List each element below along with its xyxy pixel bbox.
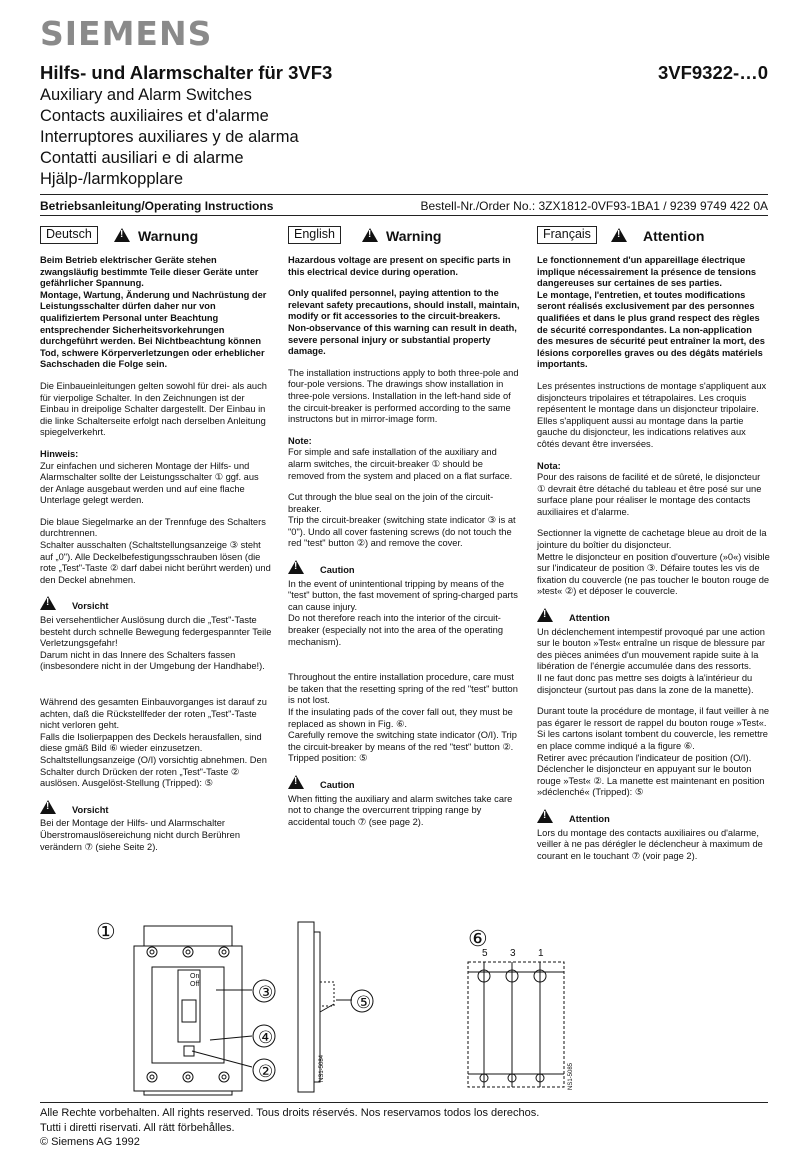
caution-heading-de-2: !Vorsicht — [40, 800, 273, 817]
footer-copyright: © Siemens AG 1992 — [40, 1136, 140, 1148]
paragraph-en-scope: The installation instructions apply to both three-pole and four-pole versions. The drawings show installation in three-pole versions. Installation in the left-hand side of the circuit-breaker is performed according to the same instructons but in mirror-image form. — [288, 367, 519, 425]
caution-text-de-3: Bei der Montage der Hilfs- und Alarmschalter Überstromauslösereichung nicht durch Berühren verändern ⑦ (siehe Seite 2). — [40, 818, 240, 852]
paragraph-en-spring: Throughout the entire installation procedure, care must be taken that the resetting spring of the red "test" button is not lost. — [288, 672, 518, 706]
paragraph-fr-cover: Mettre le disjoncteur en position d'ouverture (»0«) visible sur l'indicateur de position ③. Défaire toutes les vis de fixation du couvercle (ne pas toucher le bouton rouge de »test« ②) et déposer le couvercle. — [537, 551, 770, 597]
paragraph-de-hint: Zur einfachen und sicheren Montage der Hilfs- und Alarmschalter sollte der Leistungsschalter ① ggf. aus der Anlage ausgebaut werden und auf eine flache Unterlage gelegt werden. — [40, 460, 259, 506]
document-title: Hilfs- und Alarmschalter für 3VF3 — [40, 62, 333, 83]
siemens-logo: SIEMENS — [40, 14, 213, 53]
subheader-rule — [40, 215, 768, 216]
caution-heading-de: !Vorsicht — [40, 596, 273, 613]
paragraph-de-scope: Die Einbaueinleitungen gelten sowohl für drei- als auch für vierpolige Schalter. In den Zeichnungen ist der Einbau in dreipolige Schalter dargestellt. Der Einbau in die linke Schalterseite erfolgt nach derselben Anleitung spiegelverkehrt. — [40, 380, 267, 438]
off-label: Off — [190, 981, 200, 988]
paragraph-en-pads: If the insulating pads of the cover fall out, they must be replaced as shown in Fig. ⑥. — [288, 707, 513, 729]
paragraph-en-seal: Cut through the blue seal on the join of the circuit-breaker. — [288, 492, 494, 514]
warning-text-fr: Le fonctionnement d'un appareillage électrique implique nécessairement la présence de tensions dangereuses sur certaines de ses parties. — [537, 255, 757, 289]
ref-label-1: NS1-5084 — [319, 1054, 325, 1082]
caution-heading-en-2: !Caution — [288, 775, 521, 792]
paragraph-de-seal: Die blaue Siegelmarke an der Trennfuge des Schalters durchtrennen. — [40, 516, 266, 539]
pole-3-label: 3 — [510, 948, 516, 959]
pole-1-label: 1 — [538, 948, 544, 959]
fig3-label: ③ — [258, 983, 274, 1002]
warning-heading-en: ! Warning — [362, 228, 441, 243]
paragraph-fr-pads: Si les cartons isolant tombent du couvercle, les remettre en place comme indiqué a la figure ⑥. — [537, 729, 768, 751]
paragraph-fr-hint: Pour des raisons de facilité et de sûreté, le disjoncteur ① devrait être détaché du tableau et être posé sur une surface plane pour réaliser le montage des contacts auxiliaires et d'alarme. — [537, 472, 762, 517]
caution-icon — [40, 800, 56, 814]
fig6-label: ⑥ — [468, 926, 488, 951]
warning-icon — [362, 228, 378, 242]
caution-text-fr-3: Lors du montage des contacts auxiliaires ou d'alarme, veiller à ne pas dérégler le déclencheur à maximum de courant en le touchant ⑦ (voir page 2). — [537, 827, 763, 861]
paragraph-de-spring: Während des gesamten Einbauvorganges ist darauf zu achten, daß die Rückstellfeder der roten „Test"-Taste nicht verloren geht. — [40, 697, 267, 731]
paragraph-fr-spring: Durant toute la procédure de montage, il faut veiller à ne pas égarer le ressort de rappel du bouton rouge »Test«. — [537, 706, 770, 728]
subtitle-it: Contatti ausiliari e di alarme — [40, 149, 244, 167]
fig1-label: ① — [96, 919, 116, 944]
warning-icon — [114, 228, 130, 242]
warning-text-de-2: Montage, Wartung, Änderung und Nachrüstung der Leistungsschalter dürfen daher nur von qualifiziertem Personal unter Beachtung entsprechender Sicherheitsvorkehrungen durchgeführt werden. Bei Nichtbeachtung können Tod, schwere Körperverletzungen oder erheblicher Sachschaden die Folge sein. — [40, 289, 267, 370]
hint-title-fr: Nota: — [537, 460, 561, 471]
caution-heading-fr-2: !Attention — [537, 809, 770, 826]
caution-text-de: Bei versehentlicher Auslösung durch die „Test"-Taste besteht durch schnelle Bewegung federgespannter Teile Verletzungsgefahr! — [40, 615, 272, 649]
on-label: On — [190, 973, 200, 980]
caution-text-en-3: When fitting the auxiliary and alarm switches take care not to change the overcurrent tripping range by accidental touch ⑦ (see page 2). — [288, 793, 513, 827]
caution-icon — [288, 775, 304, 789]
subtitle-en: Auxiliary and Alarm Switches — [40, 86, 252, 104]
figure-strip — [40, 912, 768, 1097]
breaker-front-drawing — [96, 919, 275, 1095]
hint-title-de: Hinweis: — [40, 448, 79, 459]
column-english — [288, 226, 521, 838]
caution-text-fr: Un déclenchement intempestif provoqué par une action sur le bouton »Test« entraîne un risque de blessure par des pièces animées d'un mouvement rapide suite à la libération de l'énergie accumulée dans des ressorts. — [537, 626, 765, 672]
lang-label-de: Deutsch — [40, 226, 98, 244]
caution-text-en-2: Do not therefore reach into the interior of the circuit-breaker (especially not into the area of the operating mechanism). — [288, 613, 503, 647]
caution-heading-en: !Caution — [288, 560, 521, 577]
ref-label-2: NS1-5085 — [568, 1062, 574, 1090]
footer-rights: Alle Rechte vorbehalten. All rights reserved. Tous droits réservés. Nos reservamos todos los derechos. — [40, 1107, 540, 1119]
header-rule — [40, 194, 768, 195]
hint-title-en: Note: — [288, 435, 312, 446]
instructions-label: Betriebsanleitung/Operating Instructions — [40, 199, 274, 213]
fig5-label: ⑤ — [356, 993, 372, 1012]
column-german — [40, 226, 273, 863]
fig2-label: ② — [258, 1062, 274, 1081]
paragraph-en-cover: Trip the circuit-breaker (switching state indicator ③ is at "0"). Undo all cover fastening screws (do not touch the red "test" button ②) and remove the cover. — [288, 515, 516, 549]
paragraph-en-hint: For simple and safe installation of the auxiliary and alarm switches, the circuit-breaker ① should be removed from the system and placed on a flat surface. — [288, 447, 513, 481]
caution-icon — [537, 809, 553, 823]
paragraph-fr-trip: Retirer avec précaution l'indicateur de position (O/I). Déclencher le disjoncteur en appuyant sur le bouton rouge »Test« ②. La manette est maintenant en position »déclenché« (Tripped): ⑤ — [537, 752, 765, 798]
pole-5-label: 5 — [482, 948, 488, 959]
warning-text-fr-2: Le montage, l'entretien, et toutes modifications seront réalisés exclusivement par des personnes qualifiées et dans le plus grand respect des règles de sécurité correspondantes. La non-application des mesures de sécurité peut entraîner la mort, des lésions corporelles graves ou des dégâts matériels importants. — [537, 289, 765, 370]
caution-icon — [288, 560, 304, 574]
warning-icon — [611, 228, 627, 242]
subtitle-sv: Hjälp-/larmkopplare — [40, 170, 184, 188]
caution-text-fr-2: Il ne faut donc pas mettre ses doigts à la'intérieur du disjoncteur (surtout pas dans la zone de la manette). — [537, 673, 754, 695]
lang-label-fr: Français — [537, 226, 597, 244]
paragraph-fr-seal: Sectionner la vignette de cachetage bleue au droit de la jointure du boîtier du disjoncteur. — [537, 528, 767, 551]
warning-text-de: Beim Betrieb elektrischer Geräte stehen zwangsläufig bestimmte Teile dieser Geräte unter gefährlicher Spannung. — [40, 255, 259, 289]
order-number: Bestell-Nr./Order No.: 3ZX1812-0VF93-1BA1 / 9239 9749 422 0A — [420, 199, 768, 213]
warning-text-en: Hazardous voltage are present on specific parts in this electrical device during operation. — [288, 255, 511, 277]
caution-icon — [40, 596, 56, 610]
breaker-side-drawing — [298, 922, 373, 1092]
warning-heading-de: ! Warnung — [114, 228, 198, 243]
caution-text-en: In the event of unintentional tripping by means of the "test" button, the fast movement of spring-charged parts can cause injury. — [288, 578, 518, 612]
caution-heading-fr: !Attention — [537, 608, 770, 625]
caution-icon — [537, 608, 553, 622]
paragraph-fr-scope: Les présentes instructions de montage s'appliquent aux disjoncteurs tripolaires et tétrapolaires. Les croquis repésentent le montage dans un disjoncteur tripolaire. Elles s'appliquent aussi au montage dans la partie gauche du disjoncteur, les indications relatives aux côtés devant être inversées. — [537, 380, 767, 449]
paragraph-en-trip: Carefully remove the switching state indicator (O/I). Trip the circuit-breaker by means of the red "test" button ②. Tripped position: ⑤ — [288, 730, 517, 764]
paragraph-de-pads: Falls die Isolierpappen des Deckels herausfallen, sind diese gmäß Bild ⑥ wieder einzusetzen. — [40, 731, 262, 754]
column-french — [537, 226, 770, 872]
caution-text-de-2: Darum nicht in das Innere des Schalters fassen (insbesondere nicht in der Umgebung der Handhabe!). — [40, 649, 265, 672]
lang-label-en: English — [288, 226, 341, 244]
product-code: 3VF9322-…0 — [657, 62, 768, 83]
footer — [40, 1106, 539, 1150]
paragraph-de-cover: Schalter ausschalten (Schaltstellungsanzeige ③ steht auf „0"). Alle Deckelbefestigungsschrauben lösen (die rote „Test"-Taste ② darf dabei nicht berührt werden) und den Deckel abnehmen. — [40, 540, 271, 585]
warning-heading-fr: ! Attention — [611, 228, 704, 243]
subtitle-es: Interruptores auxiliares y de alarma — [40, 128, 299, 146]
subtitle-fr: Contacts auxiliaires et d'alarme — [40, 107, 269, 125]
footer-rights-2: Tutti i diretti riservati. All rätt förbehålles. — [40, 1121, 235, 1134]
insulating-pads-drawing — [468, 926, 574, 1090]
paragraph-de-trip: Schaltstellungsanzeige (O/I) vorsichtig abnehmen. Den Schalter durch Drücken der roten „Test"-Taste ② auslösen. Ausgelöst-Stellung (Tripped): ⑤ — [40, 754, 267, 789]
fig4-label: ④ — [258, 1028, 274, 1047]
footer-rule — [40, 1102, 768, 1103]
warning-text-en-2: Only qualifed personnel, paying attention to the relevant safety precautions, should install, maintain, modify or fit accessories to the circuit-breakers. Non-observance of this warning can result in death, severe personal injury or substantial property damage. — [288, 288, 520, 357]
